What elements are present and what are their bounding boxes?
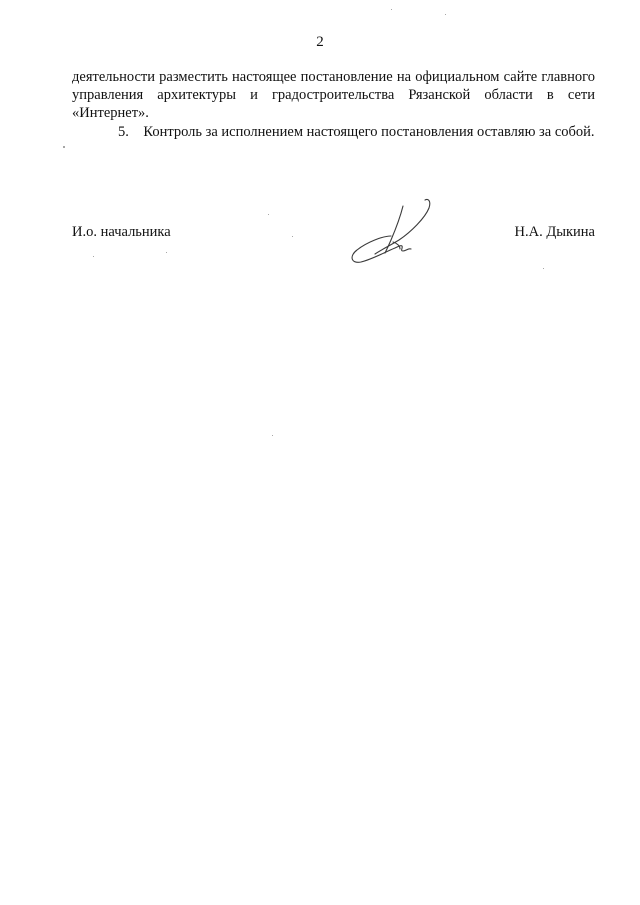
scan-speck bbox=[292, 236, 293, 237]
paragraph-5: 5. Контроль за исполнением настоящего постановления оставляю за собой. bbox=[118, 123, 595, 140]
scan-speck bbox=[272, 435, 273, 436]
document-body bbox=[72, 68, 595, 141]
scan-speck bbox=[543, 268, 544, 269]
scan-speck bbox=[63, 146, 65, 148]
signatory-name: Н.А. Дыкина bbox=[514, 224, 595, 240]
scan-speck bbox=[445, 14, 446, 15]
scan-speck bbox=[391, 9, 392, 10]
scan-speck bbox=[93, 256, 94, 257]
scan-speck bbox=[268, 214, 269, 215]
paragraph-continued: деятельности разместить настоящее постановление на официальном сайте главного управления архитектуры и градостроительства Рязанской области в сети «Интернет». bbox=[72, 69, 595, 122]
scan-speck bbox=[166, 252, 167, 253]
handwritten-signature bbox=[345, 196, 435, 268]
signature-block bbox=[72, 223, 595, 243]
signatory-position: И.о. начальника bbox=[72, 224, 171, 240]
page-number: 2 bbox=[316, 34, 324, 50]
